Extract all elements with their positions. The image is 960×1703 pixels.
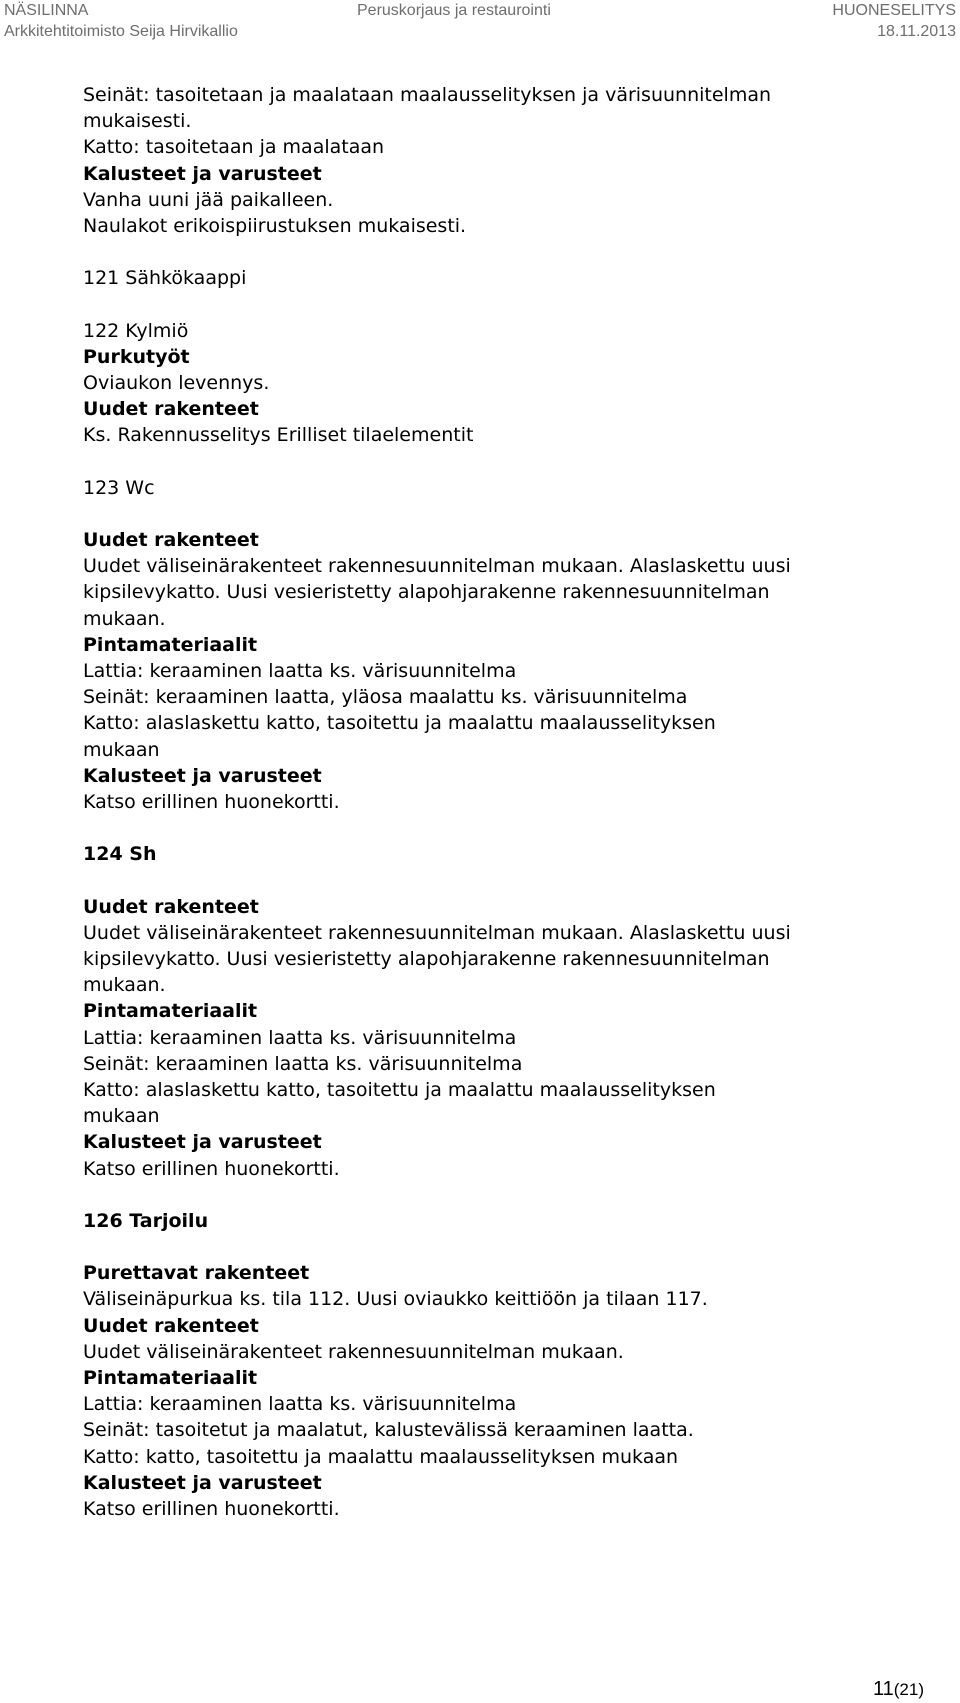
text-line: Katto: tasoitetaan ja maalataan — [83, 136, 385, 159]
text-line: Katso erillinen huonekortti. — [83, 1157, 340, 1180]
section-subheading: Kalusteet ja varusteet — [83, 764, 322, 787]
document-body — [83, 82, 943, 1522]
text-line: mukaan — [83, 738, 160, 761]
text-line: Oviaukon levennys. — [83, 371, 270, 394]
text-line: Seinät: keraaminen laatta ks. värisuunnitelma — [83, 1052, 523, 1075]
room-heading: 121 Sähkökaappi — [83, 267, 247, 290]
page-number-total: (21) — [893, 1680, 924, 1699]
header-document-type: HUONESELITYS — [832, 2, 956, 19]
text-line: Naulakot erikoispiirustuksen mukaisesti. — [83, 214, 467, 237]
text-line: mukaisesti. — [83, 110, 192, 133]
text-line: Ks. Rakennusselitys Erilliset tilaelementit — [83, 424, 474, 447]
text-line: Katso erillinen huonekortti. — [83, 790, 340, 813]
header-date: 18.11.2013 — [877, 23, 956, 40]
text-line: Seinät: tasoitetaan ja maalataan maalausselityksen ja värisuunnitelman — [83, 84, 772, 106]
section-subheading: Uudet rakenteet — [83, 529, 259, 551]
section-subheading: Pintamateriaalit — [83, 633, 258, 656]
text-line: Väliseinäpurkua ks. tila 112. Uusi oviaukko keittiöön ja tilaan 117. — [83, 1288, 708, 1311]
text-line: Lattia: keraaminen laatta ks. värisuunnitelma — [83, 1026, 517, 1049]
text-line: Uudet väliseinärakenteet rakennesuunnitelman mukaan. — [83, 1340, 624, 1363]
header-project-name: NÄSILINNA — [4, 2, 89, 19]
text-line: Lattia: keraaminen laatta ks. värisuunnitelma — [83, 1393, 517, 1416]
text-line: Katto: alaslaskettu katto, tasoitettu ja maalattu maalausselityksen — [83, 1078, 716, 1101]
text-line: Lattia: keraaminen laatta ks. värisuunnitelma — [83, 659, 517, 682]
section-subheading: Uudet rakenteet — [83, 895, 259, 918]
room-heading: 124 Sh — [83, 843, 157, 866]
text-line: Katso erillinen huonekortti. — [83, 1497, 340, 1520]
section-subheading: Purkutyöt — [83, 345, 190, 368]
section-subheading: Uudet rakenteet — [83, 398, 259, 421]
text-line: Vanha uuni jää paikalleen. — [83, 188, 334, 211]
header-office-name: Arkkitehtitoimisto Seija Hirvikallio — [4, 23, 238, 40]
text-line: Seinät: keraaminen laatta, yläosa maalattu ks. värisuunnitelma — [83, 686, 688, 709]
text-line: Katto: alaslaskettu katto, tasoitettu ja maalattu maalausselityksen — [83, 712, 716, 735]
section-subheading: Purettavat rakenteet — [83, 1262, 310, 1285]
room-heading: 122 Kylmiö — [83, 319, 189, 342]
text-line: Uudet väliseinärakenteet rakennesuunnitelman mukaan. Alaslaskettu uusi — [83, 921, 791, 944]
page-number — [873, 1678, 924, 1701]
text-line: Katto: katto, tasoitettu ja maalattu maalausselityksen mukaan — [83, 1445, 679, 1468]
text-line: Seinät: tasoitetut ja maalatut, kalustevälissä keraaminen laatta. — [83, 1419, 694, 1442]
section-subheading: Pintamateriaalit — [83, 1000, 258, 1023]
room-heading: 123 Wc — [83, 476, 155, 499]
section-subheading: Kalusteet ja varusteet — [83, 162, 322, 185]
section-subheading: Uudet rakenteet — [83, 1314, 259, 1337]
header-project-type: Peruskorjaus ja restaurointi — [357, 2, 551, 19]
room-heading: 126 Tarjoilu — [83, 1209, 209, 1232]
text-line: Uudet väliseinärakenteet rakennesuunnitelman mukaan. Alaslaskettu uusi — [83, 555, 791, 578]
text-line: kipsilevykatto. Uusi vesieristetty alapohjarakenne rakennesuunnitelman — [83, 948, 770, 970]
section-subheading: Kalusteet ja varusteet — [83, 1131, 322, 1154]
text-line: mukaan — [83, 1105, 160, 1128]
page-number-current: 11 — [873, 1678, 894, 1700]
text-line: mukaan. — [83, 607, 166, 630]
text-line: mukaan. — [83, 974, 166, 997]
page-header — [0, 0, 960, 48]
section-subheading: Pintamateriaalit — [83, 1367, 258, 1389]
section-subheading: Kalusteet ja varusteet — [83, 1471, 322, 1494]
text-line: kipsilevykatto. Uusi vesieristetty alapohjarakenne rakennesuunnitelman — [83, 581, 770, 604]
